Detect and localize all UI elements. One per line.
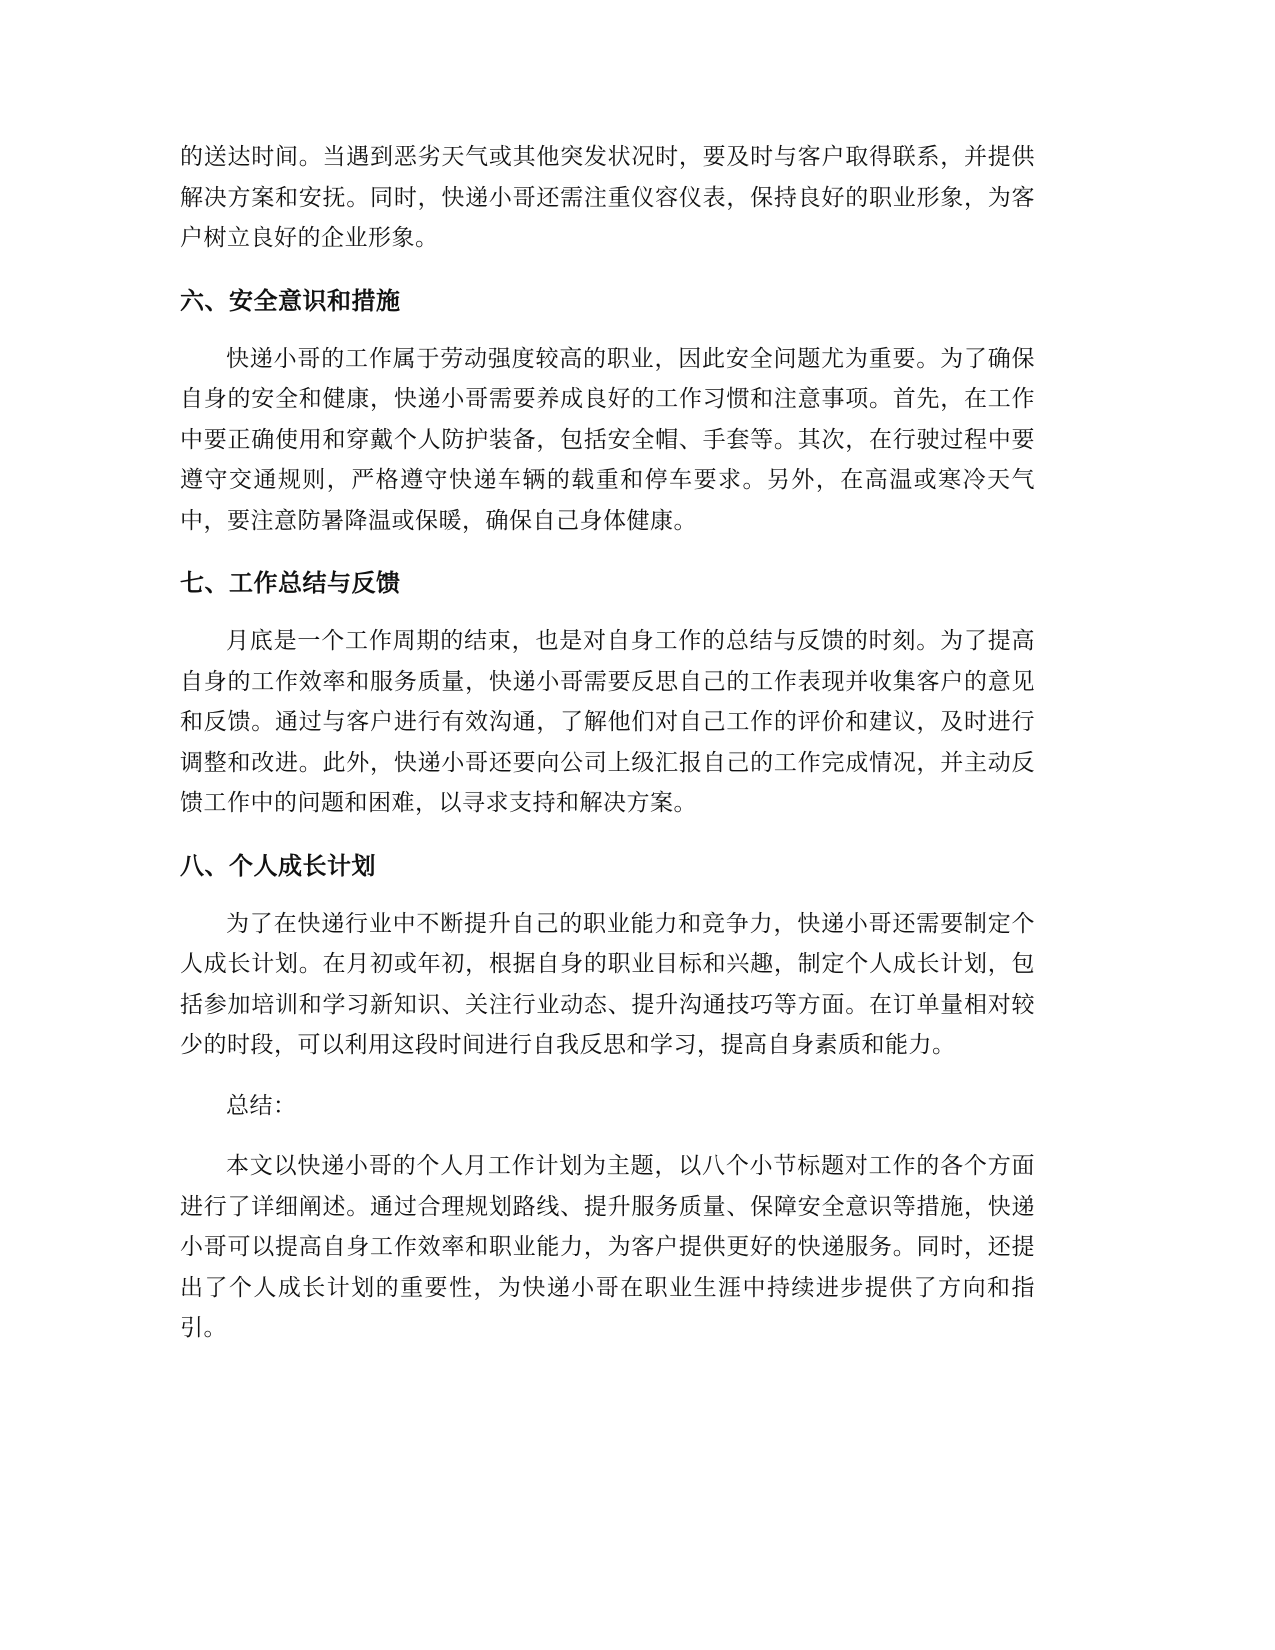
document-page — [180, 137, 1035, 1349]
intro-paragraph: 的送达时间。当遇到恶劣天气或其他突发状况时，要及时与客户取得联系，并提供解决方案和安抚。同时，快递小哥还需注重仪容仪表，保持良好的职业形象，为客户树立良好的企业形象。 — [180, 144, 1035, 251]
section-heading-safety: 六、安全意识和措施 — [180, 286, 401, 315]
section-paragraph-growth-plan: 为了在快递行业中不断提升自己的职业能力和竞争力，快递小哥还需要制定个人成长计划。在月初或年初，根据自身的职业目标和兴趣，制定个人成长计划，包括参加培训和学习新知识、关注行业动态、提升沟通技巧等方面。在订单量相对较少的时段，可以利用这段时间进行自我反思和学习，提高自身素质和能力。 — [180, 910, 1035, 1058]
summary-label: 总结： — [226, 1092, 297, 1119]
section-paragraph-safety: 快递小哥的工作属于劳动强度较高的职业，因此安全问题尤为重要。为了确保自身的安全和健康，快递小哥需要养成良好的工作习惯和注意事项。首先，在工作中要正确使用和穿戴个人防护装备，包括安全帽、手套等。其次，在行驶过程中要遵守交通规则，严格遵守快递车辆的载重和停车要求。另外，在高温或寒冷天气中，要注意防暑降温或保暖，确保自己身体健康。 — [180, 345, 1035, 534]
section-heading-growth-plan: 八、个人成长计划 — [180, 851, 376, 880]
section-paragraph-summary-feedback: 月底是一个工作周期的结束，也是对自身工作的总结与反馈的时刻。为了提高自身的工作效率和服务质量，快递小哥需要反思自己的工作表现并收集客户的意见和反馈。通过与客户进行有效沟通，了解他们对自己工作的评价和建议，及时进行调整和改进。此外，快递小哥还要向公司上级汇报自己的工作完成情况，并主动反馈工作中的问题和困难，以寻求支持和解决方案。 — [180, 628, 1035, 816]
section-heading-summary-feedback: 七、工作总结与反馈 — [180, 569, 401, 597]
summary-paragraph: 本文以快递小哥的个人月工作计划为主题，以八个小节标题对工作的各个方面进行了详细阐述。通过合理规划路线、提升服务质量、保障安全意识等措施，快递小哥可以提高自身工作效率和职业能力，为客户提供更好的快递服务。同时，还提出了个人成长计划的重要性，为快递小哥在职业生涯中持续进步提供了方向和指引。 — [180, 1153, 1035, 1341]
